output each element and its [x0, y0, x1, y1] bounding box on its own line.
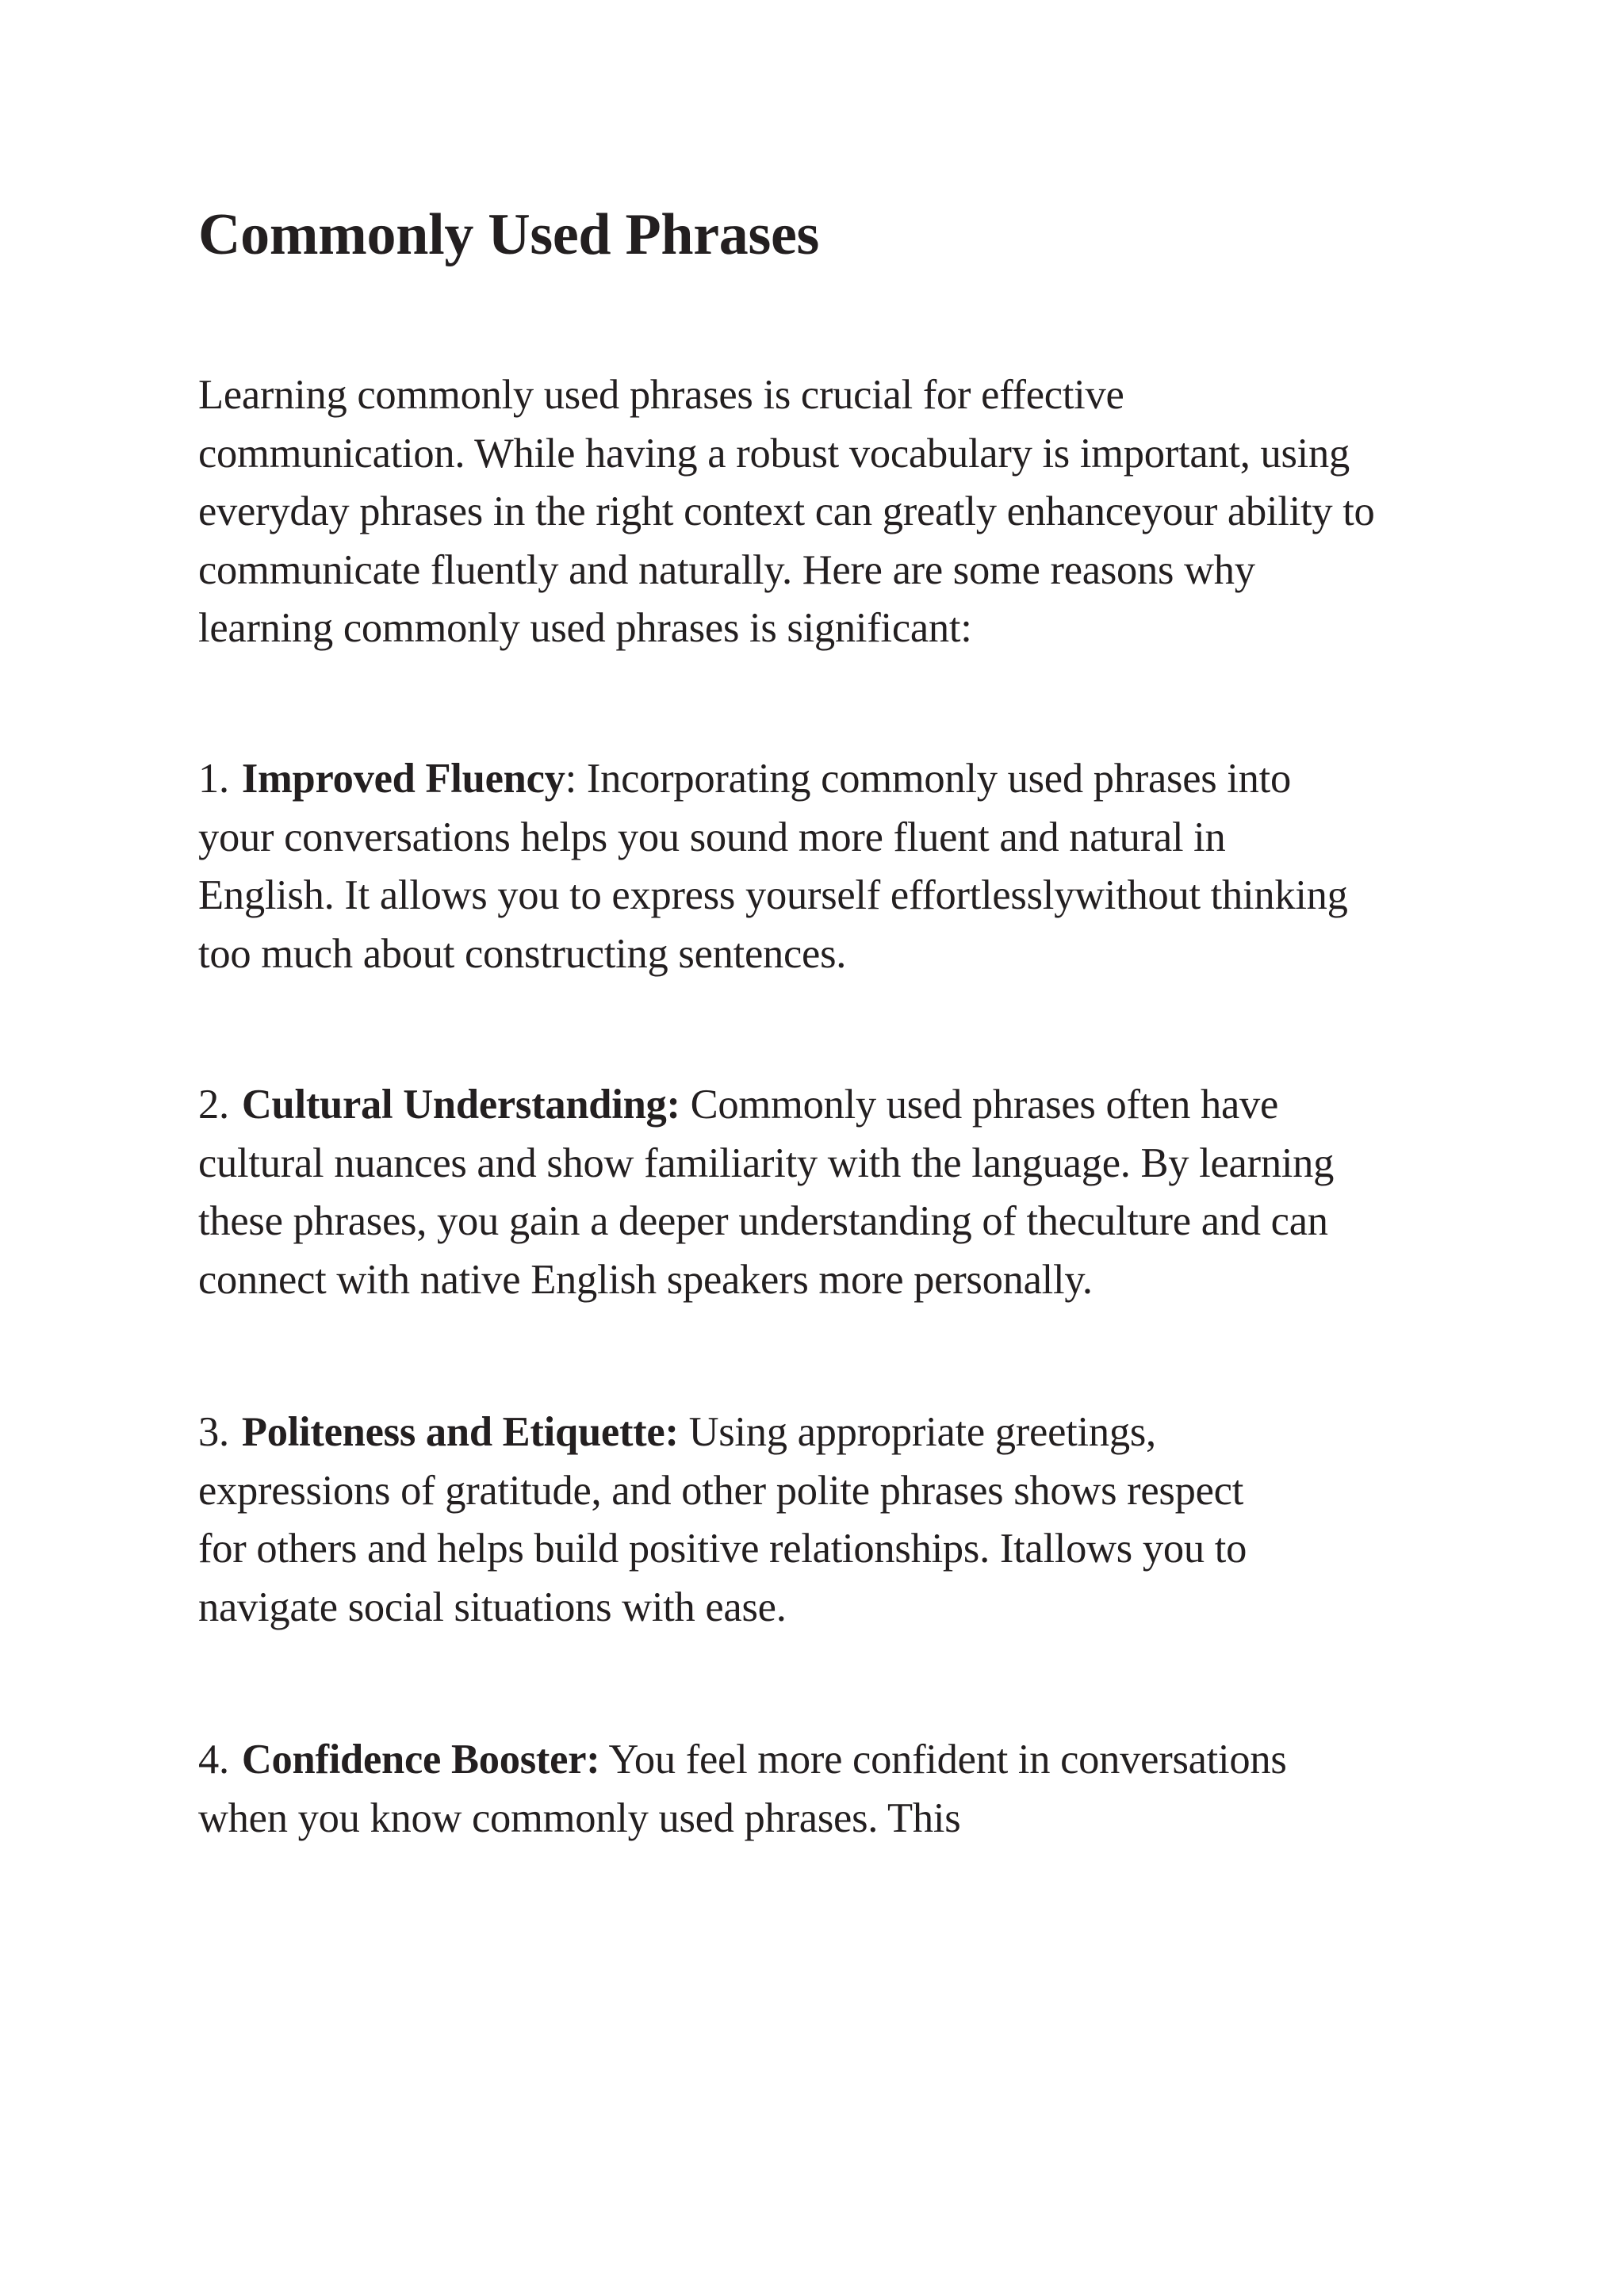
list-item-improved-fluency: [198, 750, 1499, 983]
list-item-politeness-etiquette: [198, 1404, 1499, 1637]
intro-line: learning commonly used phrases is significant:: [198, 605, 972, 651]
list-item-number: 2.: [198, 1082, 229, 1128]
list-item-first-line: [198, 1076, 1499, 1135]
intro-line: communicate fluently and naturally. Here are some reasons why: [198, 546, 1255, 593]
list-item-term: Politeness and Etiquette:: [241, 1409, 679, 1455]
list-item-term: Cultural Understanding:: [241, 1082, 680, 1128]
list-item-first-line: [198, 1731, 1499, 1790]
list-item-line: cultural nuances and show familiarity with the language. By learning: [198, 1139, 1335, 1186]
intro-line: everyday phrases in the right context can greatly enhanceyour ability to: [198, 488, 1375, 534]
list-item-line: these phrases, you gain a deeper understanding of theculture and can: [198, 1198, 1328, 1244]
list-item-number: 1.: [198, 756, 229, 802]
list-item-first-line: [198, 750, 1499, 809]
list-item-line: navigate social situations with ease.: [198, 1584, 787, 1630]
list-item-line: when you know commonly used phrases. This: [198, 1794, 961, 1841]
list-item-text: Using appropriate greetings,: [678, 1409, 1156, 1455]
list-item-number: 4.: [198, 1737, 229, 1783]
list-item-cultural-understanding: [198, 1076, 1499, 1309]
page-title: Commonly Used Phrases: [198, 202, 820, 267]
list-item-line: your conversations helps you sound more fluent and natural in: [198, 814, 1226, 860]
intro-line: Learning commonly used phrases is crucial for effective: [198, 372, 1124, 418]
list-item-line: English. It allows you to express yourself effortlesslywithout thinking: [198, 872, 1348, 918]
list-item-confidence-booster: [198, 1731, 1499, 1848]
list-item-first-line: [198, 1404, 1499, 1462]
list-item-text: You feel more confident in conversations: [599, 1737, 1287, 1783]
list-item-term: Improved Fluency: [241, 756, 565, 802]
intro-line: communication. While having a robust vocabulary is important, using: [198, 430, 1350, 477]
list-item-line: for others and helps build positive relationships. Itallows you to: [198, 1526, 1247, 1572]
list-item-text: : Incorporating commonly used phrases into: [565, 756, 1291, 802]
list-item-number: 3.: [198, 1409, 229, 1455]
list-item-term: Confidence Booster:: [241, 1737, 600, 1783]
list-item-line: connect with native English speakers more personally.: [198, 1256, 1093, 1303]
intro-paragraph: [198, 366, 1499, 658]
list-item-line: expressions of gratitude, and other polite phrases shows respect: [198, 1467, 1244, 1514]
list-item-line: too much about constructing sentences.: [198, 930, 847, 977]
list-item-text: Commonly used phrases often have: [680, 1082, 1279, 1128]
